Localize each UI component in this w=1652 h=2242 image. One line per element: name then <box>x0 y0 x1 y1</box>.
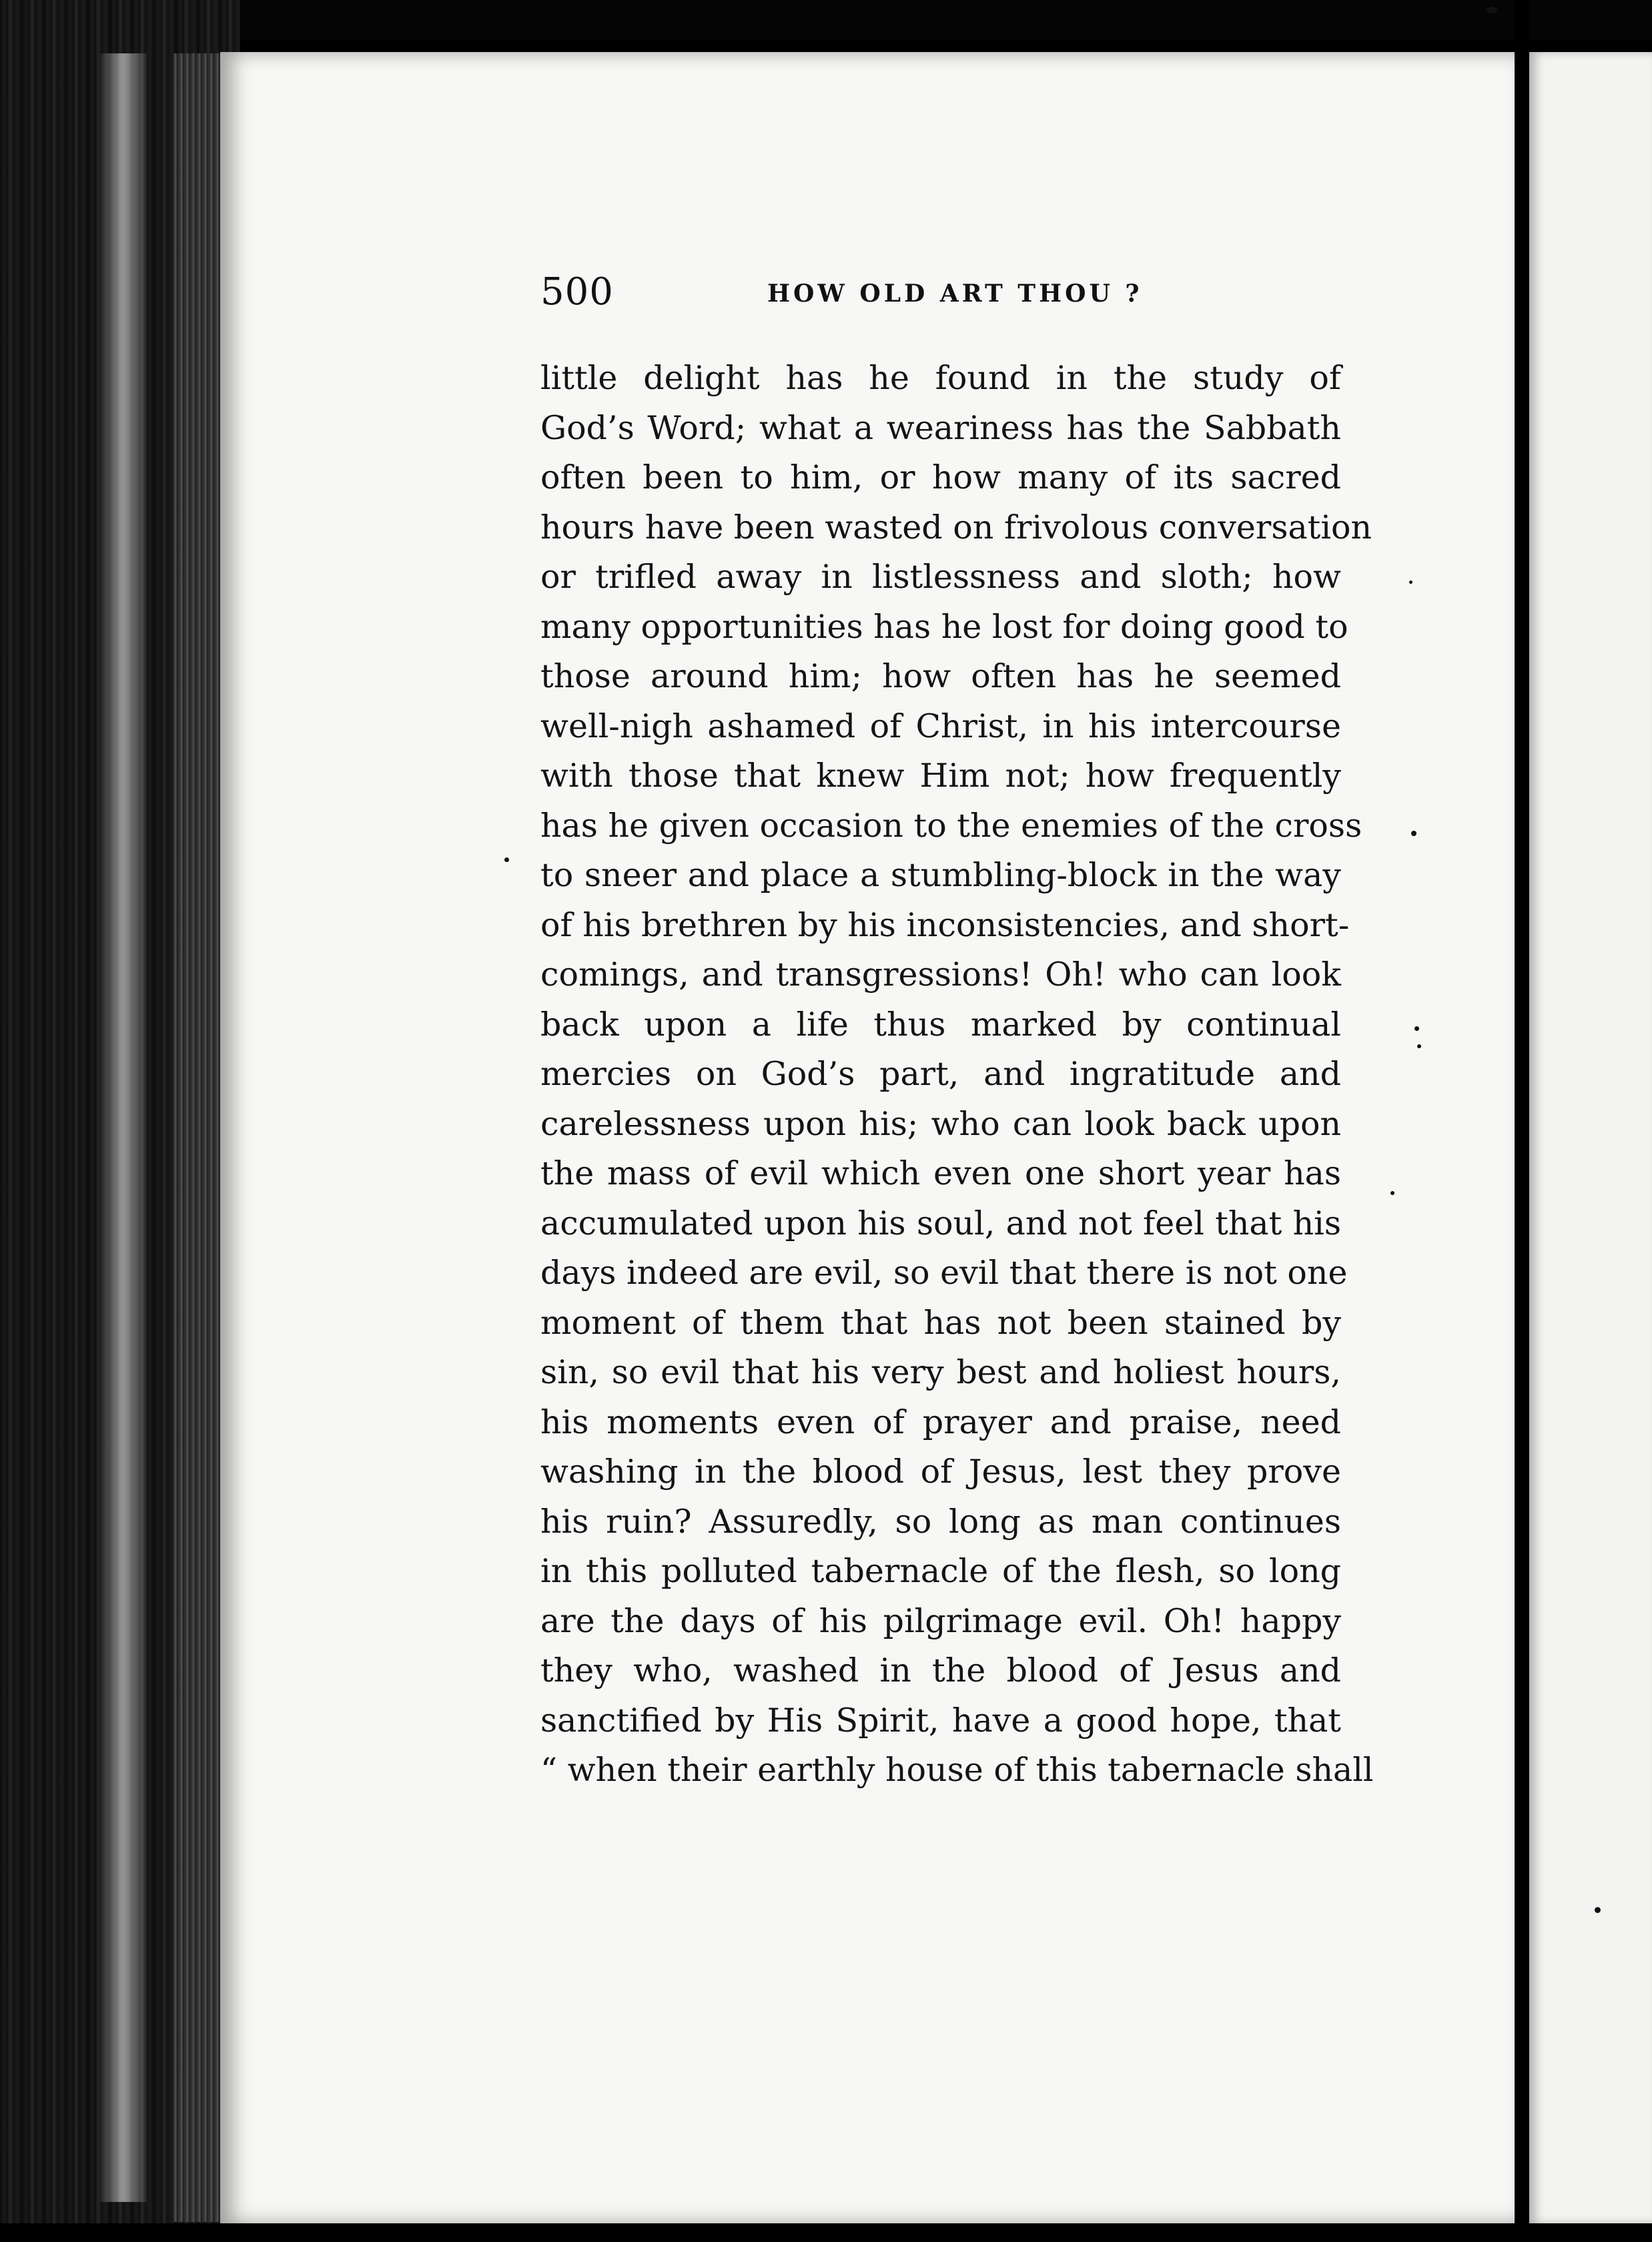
book-spine-edge <box>0 0 240 2242</box>
text-line: well-nigh ashamed of Christ, in his intercourse <box>540 707 1341 745</box>
scan-top-border <box>0 0 1652 40</box>
text-line: moment of them that has not been stained by <box>540 1303 1341 1342</box>
text-line: washing in the blood of Jesus, lest they prove <box>540 1453 1341 1491</box>
page-gutter <box>1515 0 1529 2242</box>
text-line: mercies on God’s part, and ingratitude and <box>540 1055 1341 1093</box>
scan-speck <box>504 857 509 862</box>
text-line: those around him; how often has he seemed <box>540 657 1341 695</box>
text-line: days indeed are evil, so evil that there is not one <box>540 1254 1348 1292</box>
scan-speck <box>1595 1907 1601 1913</box>
text-line: his ruin? Assuredly, so long as man continues <box>540 1502 1341 1541</box>
running-head <box>540 270 1341 324</box>
scan-speck <box>1417 1044 1421 1048</box>
text-line: has he given occasion to the enemies of the cross <box>540 806 1362 845</box>
text-line: his moments even of prayer and praise, need <box>540 1403 1341 1441</box>
text-line: with those that knew Him not; how frequently <box>540 757 1341 795</box>
text-line: hours have been wasted on frivolous conversation <box>540 508 1372 546</box>
text-line: often been to him, or how many of its sacred <box>540 458 1341 496</box>
text-line: to sneer and place a stumbling-block in the way <box>540 856 1341 894</box>
text-line: sanctified by His Spirit, have a good hope, that <box>540 1701 1341 1740</box>
facing-page-sliver <box>1529 52 1652 2224</box>
text-line: are the days of his pilgrimage evil. Oh! happy <box>540 1601 1341 1640</box>
text-line: of his brethren by his inconsistencies, and short- <box>540 905 1350 944</box>
text-line: many opportunities has he lost for doing good to <box>540 607 1348 646</box>
scan-speck <box>1487 7 1497 13</box>
text-line: comings, and transgressions! Oh! who can look <box>540 956 1341 994</box>
text-line: little delight has he found in the study of <box>540 359 1341 397</box>
scan-speck <box>1414 1026 1419 1031</box>
running-head-title: HOW OLD ART THOU ? <box>767 280 1143 308</box>
body-text <box>540 354 1374 1796</box>
text-line: in this polluted tabernacle of the flesh, so long <box>540 1552 1341 1590</box>
text-line: they who, washed in the blood of Jesus and <box>540 1651 1341 1690</box>
scan-speck <box>1409 581 1412 584</box>
spine-highlight <box>100 53 147 2202</box>
text-line: accumulated upon his soul, and not feel that his <box>540 1204 1341 1242</box>
scan-speck <box>1411 831 1416 836</box>
text-line: or trifled away in listlessness and sloth; how <box>540 558 1341 596</box>
scan-bottom-border <box>0 2223 1652 2242</box>
page-number: 500 <box>540 270 614 314</box>
text-line: the mass of evil which even one short year has <box>540 1154 1341 1192</box>
text-line: back upon a life thus marked by continual <box>540 1005 1341 1044</box>
text-line: carelessness upon his; who can look back upon <box>540 1104 1341 1143</box>
text-line: God’s Word; what a weariness has the Sabbath <box>540 408 1341 447</box>
text-line: “ when their earthly house of this tabernacle shall <box>540 1751 1374 1789</box>
scan-speck <box>1390 1191 1394 1195</box>
text-line: sin, so evil that his very best and holiest hours, <box>540 1353 1341 1391</box>
